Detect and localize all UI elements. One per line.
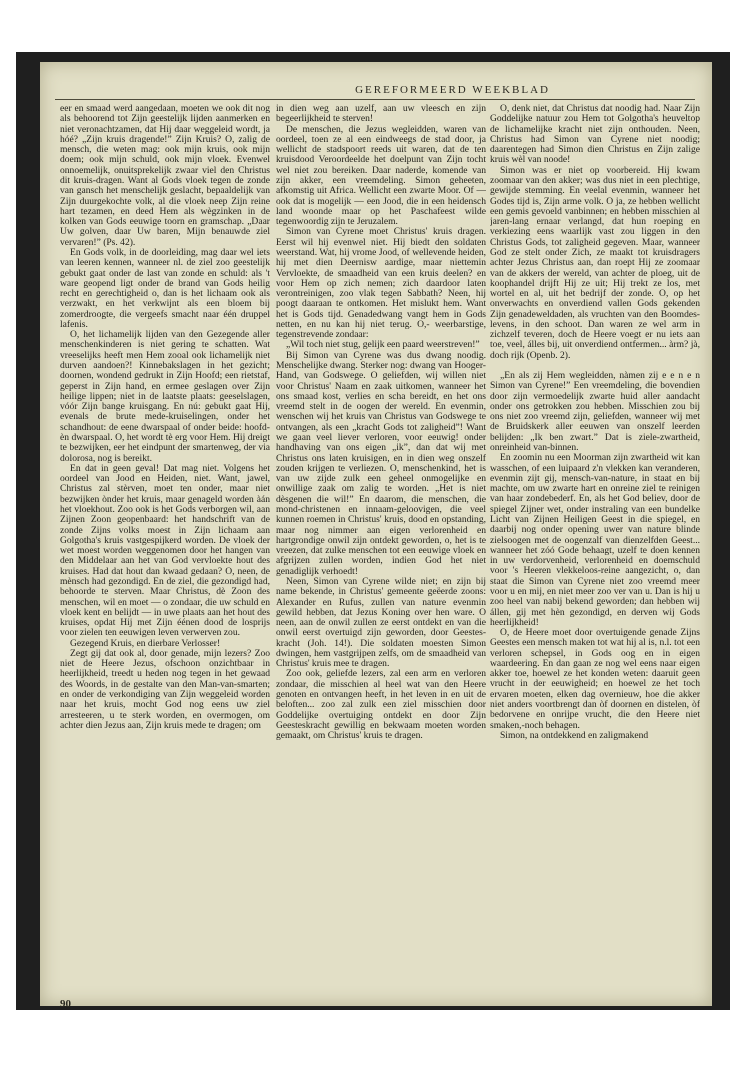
paragraph: O, het lichamelijk lijden van den Gezegende aller menschenkinderen is niet gering te schatten. Wat vreeselijks heeft men Hem zooal ook lichamelijk niet durven aandoen?! Kinnebakslagen in het gezicht; doornen, wondend gedrukt in Zijn Hoofd; een rietstaf, geperst in Zijn hand, en ermee geslagen over Zijn heilige lippen; niet in de laatste plaats: geeselslagen, vóór Zijn bange kruisgang. En nú: gebukt gaat Hij, evenals de brute mede-kruiselingen, onder het schandhout: de eene dwarspaal of onder beide: hoofd- èn dwarspaal. O, het wordt tè erg voor Hem. Hij dreigt te bezwijken, eer het eindpunt der smartenweg, der via dolorosa, nog is bereikt.	[60, 329, 270, 464]
paragraph: Neen, Simon van Cyrene wilde niet; en zijn bij name bekende, in Christus' gemeente geëerde zoons: Alexander en Rufus, zullen van nature evenmin gewild hebben, dat Jezus Koning over hen ware. O neen, aan de onwil zullen ze eerst ontdekt en van die onwil eerst overtuigd zijn geworden, door Geestes-kracht (Joh. 14!). Die soldaten moesten Simon dwingen, hem vastgrijpen zelfs, om de smaadheid van Christus' kruis mee te dragen.	[276, 575, 486, 670]
header-rule	[55, 99, 695, 100]
paragraph: O, de Heere moet door overtuigende genade Zijns Geestes een mensch maken tot wat hij al is, n.l. tot een verloren schepsel, in Gods oog en in eigen waardeering. En dan gaan ze nog wel eens naar eigen akker toe, hoewel ze het konden weten: daaruit geen vrucht in der eeuwigheid; en hoewel ze het toch ervaren moeten, elken dag overnieuw, hoe die akker niet anders voortbrengt dan òf doornen en distelen, òf bedorvene en onrijpe vrucht, die den Heere niet smaken,-noch behagen.	[490, 627, 700, 731]
paragraph: Bij Simon van Cyrene was dus dwang noodig. Menschelijke dwang. Sterker nog: dwang van Hooger-Hand, van Godswege. O geliefden, wij willen niet voor Christus' Naam en zaak uitkomen, wanneer het ons smaad kost, verlies en scha bereidt, en het ons vreemd stelt in de oogen der wereld. En evenmin, wenschen wij het kruis van Christus van Godswege te ontvangen, als een „kracht Gods tot zaligheid”! Want we gaan veel liever verloren, voor eeuwig! onder handhaving van ons eigen „ik”, dan dat wij met Christus ons laten kruisigen, en in dien weg onszelf zouden krijgen te verliezen. O, menschenkind, het is van uw zijde zulk een geheel onmogelijke en onwillige zaak om zalig te worden. „Het is niet dèsgenen die wil!” En daarom, die menschen, die mond-christenen en innaam-geloovigen, die veel kunnen roemen in Christus' kruis, dood en opstanding, maar nog nimmer aan eigen verlorenheid en hartgrondige onwil zijn ontdekt geworden, o, het is te vreezen, dat zulke menschen tot een eeuwige vloek en afgrijzen zullen worden, indien God het niet genadiglijk verhoedt!	[276, 349, 486, 577]
paragraph: Simon was er niet op voorbereid. Hij kwam zoomaar van den akker; was dus niet in een plechtige, gewijde stemming. En veelal evenmin, wanneer het Godes tijd is, Zijn arme volk. O ja, ze hebben wellicht een gemis gevoeld vanbinnen; en hebben misschien al jaren-lang ernaar verlangd, dat hun roeping en verkiezing eens waarlijk vast zou liggen in den Christus Gods, tot zaligheid gegeven. Maar, wanneer God ze stelt onder Zich, ze maakt tot kruisdragers achter Jezus Christus aan, dan roept Hij ze zoomaar van de akkers der wereld, van achter de ploeg, uit de koophandel drijft Hij ze uit; Hij trekt ze los, met wortel en al, uit het bedrijf der zonde. O, op het onverwachts en onverdiend vallen Gods gekenden Zijn genadeweldaden, als vruchten van den Boomdes-levens, in den schoot. Dan waren ze wel arm in zichzelf teveren, doch de Heere voegt er nu iets aan toe, veel, álles bij, uit onverdiend ontfermen... àrm? jà, doch rijk (Openb. 2).	[490, 164, 700, 361]
bottom-margin	[0, 1012, 738, 1068]
text-column-2	[276, 104, 486, 999]
paragraph: „Wil toch niet stug, gelijk een paard weerstreven!”	[286, 339, 480, 351]
paragraph: Simon van Cyrene moet Christus' kruis dragen. Eerst wil hij evenwel niet. Hij biedt den soldaten weerstand. Wat, hij vrome Jood, of wellevende heiden, hij met dien Deernisw aardige, maar niettemin Vervloekte, de smaadheid van een kruis deelen? en voor Hem op zich nemen; zich daardoor laten verontreinigen, zoo vlak tegen Sabbath? Neen, hij poogt daaraan te ontkomen. Het mislukt hem. Want het is Gods tijd. Genadedwang vangt hem in Gods netten, en nu kan hij niet terug. O,- weerbarstige, tegenstrevende zondaar:	[276, 226, 486, 341]
paragraph: En Gods volk, in de doorleiding, mag daar wel iets van leeren kennen, wanneer nl. de ziel zoo geestelijk gebukt gaat onder de last van zonde en schuld: als 't ware geopend ligt onder de brand van Gods heilig recht en gerechtigheid o, dan is het lichaam ook als verzwakt, en het verkwijnt als een bloem bij zomerdroogte, die vergeefs smacht naar één druppel lafenis.	[60, 246, 270, 330]
paragraph: eer en smaad werd aangedaan, moeten we ook dit nog als behoorend tot Zijn geestelijk lijden aanmerken en niet veronachtzamen, dat Hij daar weggeleid wordt, ja hóé? „Zijn kruis dragende!” Zijn Kruis? O, zalig de mensch, die weten mag: ook mijn kruis, ook mijn doem; ook mijn schuld, ook mijn vloek. Evenwel onnoemelijk, onuitsprekelijk zwaar viel den Christus dit kruis-dragen. Want al Gods vloek tegen de zonde van gansch het menschelijk geslacht, bepaaldelijk van Zijn duurgekochte volk, al die vloek neep Zijn reine hart tezamen, en deed Hem als wègzinken in de kolken van Gods eeuwige toorn en gramschap. „Daar Uw golven, daar Uw baren, Mijn benauwde ziel vervaren!” (Ps. 42).	[60, 104, 270, 248]
page-header-title: GEREFORMEERD WEEKBLAD	[355, 84, 550, 96]
text-column-3	[490, 104, 700, 999]
paragraph: Zegt gij dat ook al, door genade, mijn lezers? Zoo niet de Heere Jezus, ofschoon onzichtbaar in heerlijkheid, treedt u heden nog tegen in het gewaad des Woords, in de gestalte van den Man-van-smarten; en onder de verkondiging van Zijn weggeleid worden naar het kruis, mocht God nog eens uw ziel arresteeren, u te sterk worden, en overmogen, om achter dien Jezus aan, Zijn kruis mede te dragen; om	[60, 647, 270, 731]
paragraph: En zoomin nu een Moorman zijn zwartheid wit kan wasschen, of een luipaard z'n vlekken kan veranderen, evenmin zijt gij, mensch-van-nature, in staat en bij machte, om uw zwarte hart en onreine ziel te reinigen van haar zondebederf. En, als het God believ, door de spiegel Zijner wet, onder instraling van een bundelke Licht van Zijnen Heiligen Geest in die spiegel, en daarbij nog onder opening uwer van nature blinde zielsoogen met de oogenzalf van dienzelfden Geest... wanneer het zóó Gode behaagt, uzelf te doen kennen in uw verdorvenheid, verlorenheid en doemschuld voor 's Heeren vlekkeloos-reine aangezicht, o, dan staat die Simon van Cyrene niet zoo vreemd meer voor u en mij, en niet meer zoo ver van u. Dan is hij u zoo heel van nabij bekend geworden; dan hebben wij állen, gij met hèn gezondigd, en derven wij Gods heerlijkheid!	[490, 452, 700, 628]
paragraph: Simon, na ontdekkend en zaligmakend	[500, 729, 649, 741]
paragraph: in dien weg aan uzelf, aan uw vleesch en zijn begeerlijkheid te sterven!	[276, 104, 486, 125]
paragraph: Zoo ook, geliefde lezers, zal een arm en verloren zondaar, die misschien al heel wat van den Heere genoten en ontvangen heeft, in het leven in en uit de beloften... zoo zal zulk een ziel misschien door Goddelijke overtuiging ontdekt en door Zijn Geesteskracht gewillig en bekwaam moeten worden gemaakt, om Christus' kruis te dragen.	[276, 668, 486, 742]
top-margin	[0, 0, 738, 52]
text-column-1	[60, 104, 270, 999]
paragraph: „En als zij Hem wegleidden, nàmen zij e e n e n Simon van Cyrene!” Een vreemdeling, die bovendien door zijn vermoedelijk zwarte huid aller aandacht onder ons getrokken zou hebben. Misschien zou bij ons niet zoo vreemd zijn, geliefden, wanneer wij met de Bruidskerk aller eeuwen van onszelf leerden belijden: „Ik ben zwart.” Dat is ziele-zwartheid, onreinheid van-binnen.	[490, 370, 700, 453]
paragraph: Gezegend Kruis, en dierbare Verlosser!	[70, 637, 221, 649]
paragraph: O, denk niet, dat Christus dat noodig had. Naar Zijn Goddelijke natuur zou Hem tot Golgotha's heuveltop de lichamelijke kracht niet zijn onthouden. Neen, Christus had Simon van Cyrene niet noodig; daarentegen had Simon dien Christus en Zijn zalige kruis wèl van noode!	[490, 104, 700, 166]
page-number: 90	[60, 998, 71, 1010]
paragraph: En dat in geen geval! Dat mag niet. Volgens het oordeel van Jood en Heiden, niet. Want, jawel, Christus zal stèrven, moet ten onder, maar niet bezwijken ònder het kruis, maar genageld worden àán het vloekhout. Zoo ook is het Gods verborgen wil, aan Zijnen Zoon geopenbaard: het handschrift van de zonde Zijns volks moest in Zijn lichaam aan Golgotha's kruis vastgespijkerd worden. De vloek der wet moest worden weggenomen door het hangen van den Middelaar aan het van God vervloekte hout des kruises. Had dat hout dan kwaad gedaan? O, neen, de mènsch had gezondigd. En de ziel, die gezondigd had, behoorde te sterven. Maar Christus, dè Zoon des menschen, wil en moet — o zondaar, die uw schuld en vloek kent en belijdt — in uwe plaats aan het hout des kruises, opdat Hij met Zijn éénen dood de losprijs voor zielen ten eeuwigen leven verwerven zou.	[60, 462, 270, 639]
paragraph: De menschen, die Jezus wegleidden, waren van oordeel, toen ze al een eindweegs de stad door, ja wellicht de stadspoort reeds uit waren, dat de ten kruisdood Veroordeelde het doelpunt van Zijn tocht wel niet zou bereiken. Daar naderde, komende van zijn akker, een vreemdeling. Simon geheeten, afkomstig uit Africa. Wellicht een zwarte Moor. Of — ook dat is mogelijk — een Jood, die in een heidensch land woonde maar op het Paschafeest wilde tegenwoordig zijn te Jeruzalem.	[276, 123, 486, 228]
